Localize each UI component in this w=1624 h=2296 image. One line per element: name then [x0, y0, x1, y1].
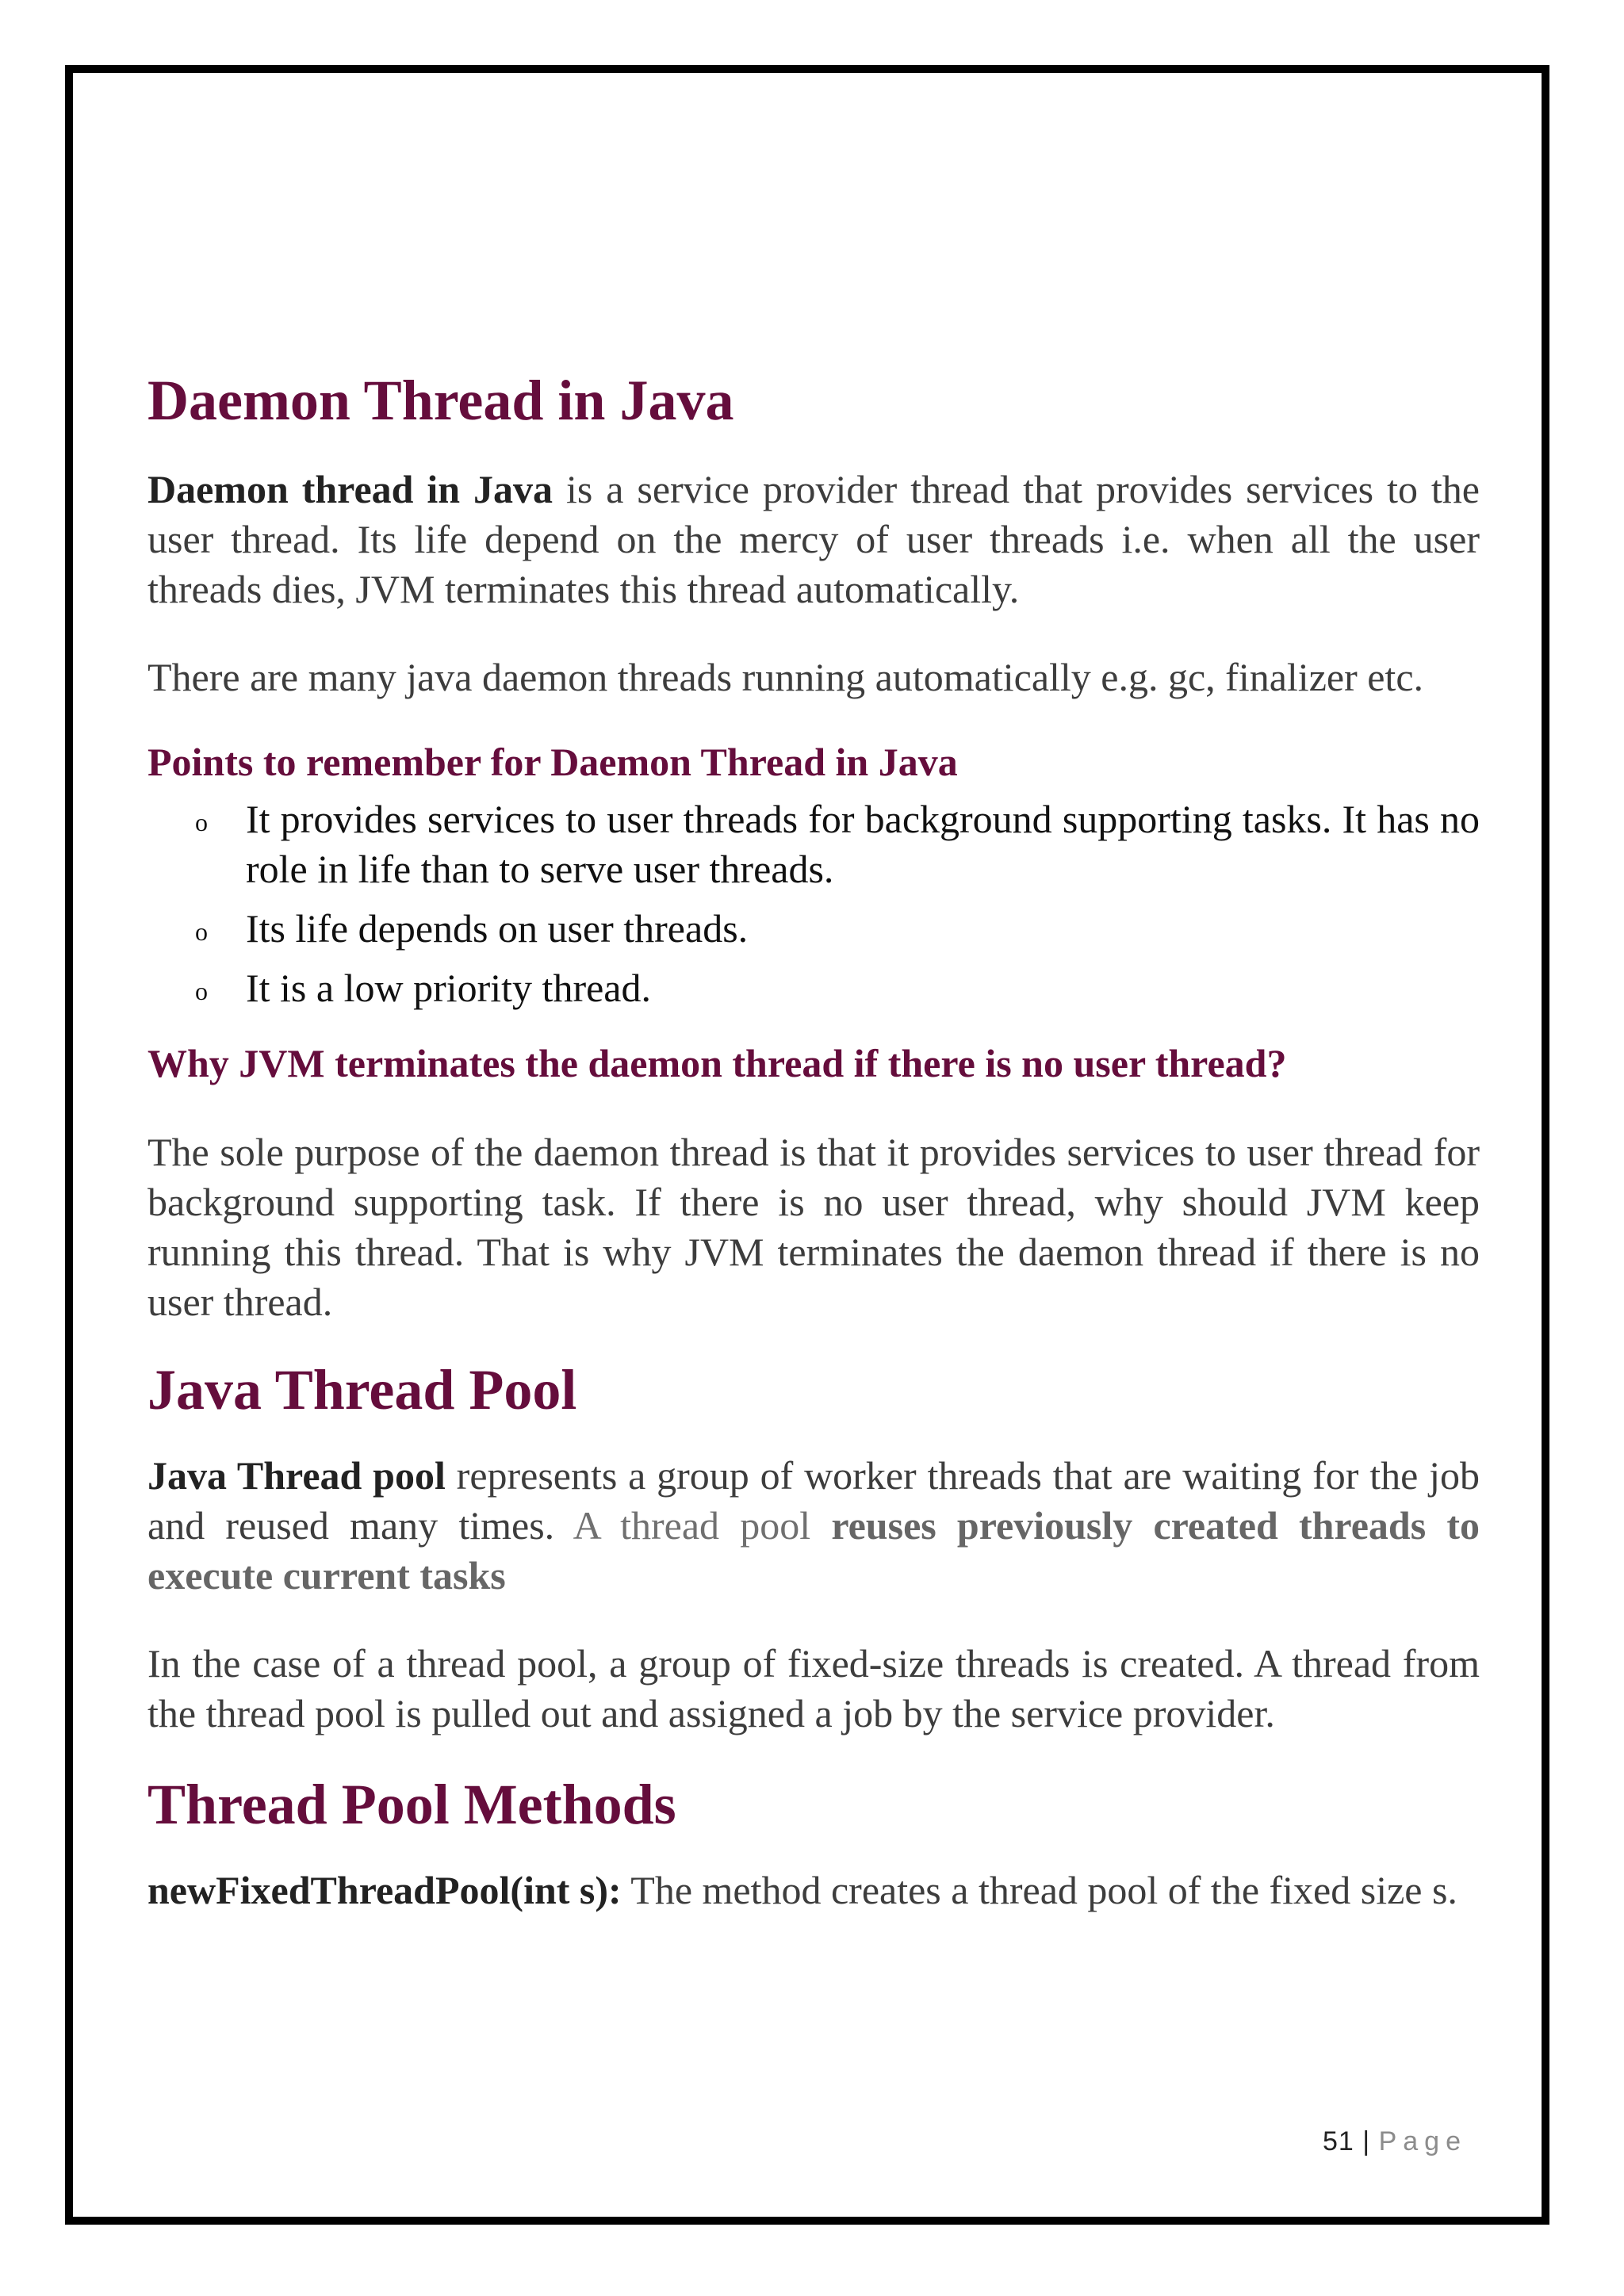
- bullet-icon: o: [195, 808, 208, 836]
- page-label: Page: [1378, 2126, 1467, 2156]
- thread-pool-intro: [147, 1451, 1480, 1601]
- thread-pool-intro-soft-bold: reuses previously created threads to execute current tasks: [147, 1503, 1480, 1598]
- list-item: [195, 904, 1480, 954]
- why-heading: Why JVM terminates the daemon thread if there is no user thread?: [147, 1041, 1287, 1085]
- thread-pool-intro-rest: represents a group of worker threads that are waiting for the job and reused many times.: [147, 1453, 1480, 1548]
- points-heading: Points to remember for Daemon Thread in Java: [147, 740, 958, 784]
- page-separator: |: [1362, 2126, 1371, 2156]
- list-item: [195, 963, 1480, 1013]
- method-name: newFixedThreadPool(int s):: [147, 1868, 622, 1912]
- page-number: 51: [1323, 2126, 1354, 2156]
- page-footer: [1323, 2126, 1467, 2157]
- method-description: The method creates a thread pool of the fixed size s.: [621, 1868, 1457, 1912]
- daemon-thread-intro-bold: Daemon thread in Java: [147, 467, 553, 511]
- list-item-text: Its life depends on user threads.: [246, 906, 749, 951]
- list-item-text: It is a low priority thread.: [246, 966, 651, 1010]
- bullet-icon: o: [195, 977, 208, 1005]
- list-item-text: It provides services to user threads for background supporting tasks. It has no role in life than to serve user threads.: [246, 797, 1480, 891]
- page-content: [147, 366, 1480, 1915]
- thread-pool-intro-soft: A thread pool: [573, 1503, 832, 1548]
- thread-pool-intro-bold: Java Thread pool: [147, 1453, 446, 1498]
- thread-pool-methods-title: Thread Pool Methods: [147, 1773, 676, 1836]
- list-item: [195, 794, 1480, 894]
- daemon-thread-intro-rest: is a service provider thread that provides services to the user thread. Its life depend on the mercy of user threads i.e. when all the user threads dies, JVM terminates this thread automatically.: [147, 467, 1480, 611]
- points-list: [147, 794, 1480, 1013]
- thread-pool-title: Java Thread Pool: [147, 1358, 577, 1422]
- new-fixed-thread-pool-description: [147, 1866, 1480, 1915]
- daemon-thread-intro: [147, 465, 1480, 614]
- thread-pool-details: In the case of a thread pool, a group of fixed-size threads is created. A thread from the thread pool is pulled out and assigned a job by the service provider.: [147, 1641, 1480, 1735]
- daemon-threads-examples: There are many java daemon threads running automatically e.g. gc, finalizer etc.: [147, 655, 1424, 699]
- bullet-icon: o: [195, 917, 208, 946]
- why-text: The sole purpose of the daemon thread is that it provides services to user thread for background supporting task. If there is no user thread, why should JVM keep running this thread. That is why JVM terminates the daemon thread if there is no user thread.: [147, 1130, 1480, 1324]
- daemon-thread-title: Daemon Thread in Java: [147, 369, 734, 432]
